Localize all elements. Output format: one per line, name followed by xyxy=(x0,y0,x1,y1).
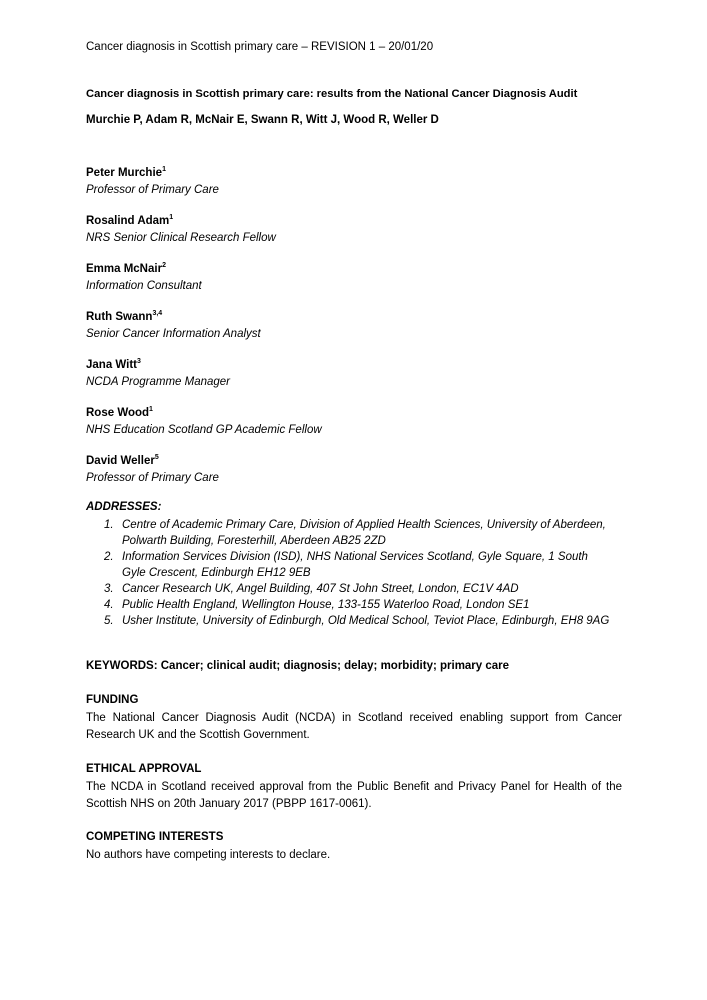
author-name: David Weller$^5$ xyxy=(86,454,159,467)
funding-body: The National Cancer Diagnosis Audit (NCDA) in Scotland received enabling support from Cancer Research UK and the Scottish Government. xyxy=(86,711,622,741)
affiliation-marker: 3 xyxy=(137,358,141,365)
author-block xyxy=(86,213,276,247)
author-block xyxy=(86,453,219,487)
author-role: NCDA Programme Manager xyxy=(86,376,231,388)
author-name: Ruth Swann$^{3,4}$ xyxy=(86,310,163,323)
affiliation-marker: 1 xyxy=(169,214,174,221)
author-name: Jana Witt$^3$ xyxy=(86,358,141,371)
author-role: Senior Cancer Information Analyst xyxy=(86,328,261,340)
running-header: Cancer diagnosis in Scottish primary care – REVISION 1 – 20/01/20 xyxy=(86,41,434,53)
affiliation-marker: 2 xyxy=(162,262,166,269)
funding-section xyxy=(86,692,622,745)
author-name: Rosalind Adam$^1$ xyxy=(86,214,174,227)
author-role: Professor of Primary Care xyxy=(86,184,219,196)
affiliation-marker: 1 xyxy=(162,166,166,173)
authors-line: Murchie P, Adam R, McNair E, Swann R, Witt J, Wood R, Weller D xyxy=(86,114,439,126)
address-item: 2. Information Services Division (ISD), NHS National Services Scotland, Gyle Square, 1 South Gyle Crescent, Edinburgh EH12 9EB xyxy=(104,551,588,579)
address-item: 3. Cancer Research UK, Angel Building, 407 St John Street, London, EC1V 4AD xyxy=(104,583,519,595)
document-page xyxy=(86,0,626,1000)
address-item: 4. Public Health England, Wellington House, 133-155 Waterloo Road, London SE1 xyxy=(104,599,530,611)
author-block xyxy=(86,261,202,295)
author-block xyxy=(86,309,261,343)
ethical-approval-heading: ETHICAL APPROVAL xyxy=(86,763,202,775)
author-role: NRS Senior Clinical Research Fellow xyxy=(86,232,276,244)
competing-interests-body: No authors have competing interests to declare. xyxy=(86,848,331,861)
addresses-list xyxy=(86,517,626,629)
ethical-approval-section xyxy=(86,761,622,814)
affiliation-marker: 5 xyxy=(154,454,159,461)
author-name: Peter Murchie$^1$ xyxy=(86,166,166,179)
author-role: Professor of Primary Care xyxy=(86,472,219,484)
author-name: Rose Wood$^1$ xyxy=(86,406,153,419)
author-name: Emma McNair$^2$ xyxy=(86,262,166,275)
address-item: 5. Usher Institute, University of Edinburgh, Old Medical School, Teviot Place, Edinburgh, EH8 9AG xyxy=(104,615,610,627)
author-block xyxy=(86,357,230,391)
affiliation-marker: 3,4 xyxy=(152,310,163,317)
author-block xyxy=(86,165,219,199)
competing-interests-heading: COMPETING INTERESTS xyxy=(86,831,224,843)
author-role: NHS Education Scotland GP Academic Fellow xyxy=(86,424,322,436)
paper-title: Cancer diagnosis in Scottish primary care: results from the National Cancer Diagnosis Audit xyxy=(86,88,578,100)
competing-interests-section xyxy=(86,829,622,864)
keywords-line: KEYWORDS: Cancer; clinical audit; diagnosis; delay; morbidity; primary care xyxy=(86,660,510,672)
author-role: Information Consultant xyxy=(86,280,202,292)
author-block xyxy=(86,405,322,439)
funding-heading: FUNDING xyxy=(86,694,139,706)
affiliation-marker: 1 xyxy=(149,406,153,413)
addresses-heading: ADDRESSES: xyxy=(86,501,162,513)
ethical-approval-body: The NCDA in Scotland received approval from the Public Benefit and Privacy Panel for Health of the Scottish NHS on 20th January 2017 (PBPP 1617-0061). xyxy=(86,780,622,810)
address-item: 1. Centre of Academic Primary Care, Division of Applied Health Sciences, University of Aberdeen, Polwarth Building, Foresterhill, Aberdeen AB25 2ZD xyxy=(104,519,606,547)
